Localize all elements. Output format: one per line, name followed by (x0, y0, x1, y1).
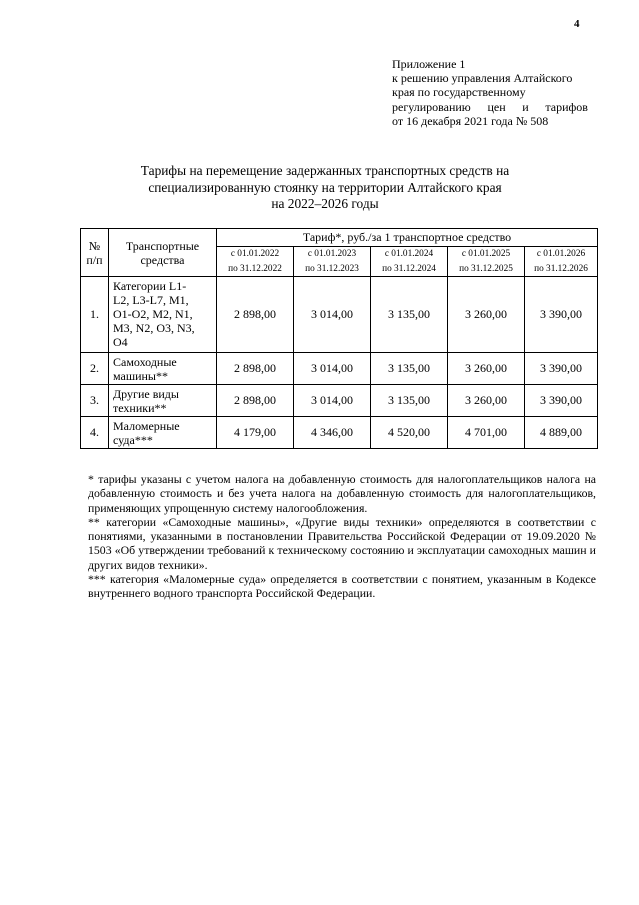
appendix-line: к решению управления Алтайского (392, 71, 573, 86)
row-value: 4 520,00 (371, 417, 448, 449)
table-row (81, 385, 598, 417)
row-value: 3 390,00 (525, 277, 598, 353)
row-vehicle: Категории L1- L2, L3-L7, M1, O1-O2, M2, N1, M3, N2, O3, N3, O4 (109, 277, 217, 353)
row-value: 3 390,00 (525, 353, 598, 385)
row-value: 3 135,00 (371, 353, 448, 385)
row-value: 2 898,00 (217, 277, 294, 353)
row-vehicle: Другие виды техники** (109, 385, 217, 417)
appendix-word: и (522, 99, 529, 114)
title-line: Тарифы на перемещение задержанных транспортных средств на (140, 163, 510, 178)
header-tariff: Тариф*, руб./за 1 транспортное средство (217, 229, 598, 247)
row-value: 4 889,00 (525, 417, 598, 449)
appendix-word: цен (487, 99, 506, 114)
row-number: 1. (81, 277, 109, 353)
tariff-table (80, 228, 598, 449)
row-value: 3 135,00 (371, 385, 448, 417)
row-number: 2. (81, 353, 109, 385)
appendix-block (392, 57, 588, 128)
row-value: 2 898,00 (217, 385, 294, 417)
row-value: 3 014,00 (294, 277, 371, 353)
row-value: 3 260,00 (448, 353, 525, 385)
appendix-line: Приложение 1 (392, 57, 466, 71)
appendix-word: тарифов (545, 99, 588, 114)
row-value: 3 260,00 (448, 385, 525, 417)
header-number: № п/п (81, 229, 109, 277)
title-line: специализированную стоянку на территории Алтайского края (148, 179, 502, 195)
row-value: 3 014,00 (294, 353, 371, 385)
header-period: с 01.01.2023 по 31.12.2023 (294, 247, 371, 277)
table-row (81, 353, 598, 385)
header-period: с 01.01.2026 по 31.12.2026 (525, 247, 598, 277)
row-value: 2 898,00 (217, 353, 294, 385)
appendix-line: от 16 декабря 2021 года № 508 (392, 113, 549, 128)
header-period: с 01.01.2025 по 31.12.2025 (448, 247, 525, 277)
row-vehicle: Самоходные машины** (109, 353, 217, 385)
table-row (81, 277, 598, 353)
row-value: 4 179,00 (217, 417, 294, 449)
header-vehicle: Транспортные средства (109, 229, 217, 277)
row-value: 3 135,00 (371, 277, 448, 353)
footnotes (88, 472, 596, 601)
appendix-line: края по государственному (392, 85, 526, 100)
appendix-word: регулированию (392, 99, 471, 114)
title-line: на 2022–2026 годы (271, 196, 379, 211)
header-period: с 01.01.2022 по 31.12.2022 (217, 247, 294, 277)
page-number: 4 (574, 18, 580, 30)
footnote: * тарифы указаны с учетом налога на добавленную стоимость для налогоплательщиков налога на добавленную стоимость и без учета налога на добавленную стоимость для налогоплательщиков, применяющих упрощенную систему налогообложения. (88, 472, 596, 515)
row-value: 3 260,00 (448, 277, 525, 353)
header-period: с 01.01.2024 по 31.12.2024 (371, 247, 448, 277)
document-title (100, 163, 550, 213)
table-row (81, 417, 598, 449)
row-number: 4. (81, 417, 109, 449)
row-number: 3. (81, 385, 109, 417)
row-value: 4 701,00 (448, 417, 525, 449)
row-vehicle: Маломерные суда*** (109, 417, 217, 449)
row-value: 3 390,00 (525, 385, 598, 417)
row-value: 3 014,00 (294, 385, 371, 417)
footnote: *** категория «Маломерные суда» определяется в соответствии с понятием, указанным в Кодексе внутреннего водного транспорта Российской Федерации. (88, 572, 596, 601)
appendix-line-justified (392, 100, 588, 114)
footnote: ** категории «Самоходные машины», «Другие виды техники» определяются в соответствии с понятиями, указанными в постановлении Правительства Российской Федерации от 19.09.2020 № 1503 «Об утверждении требований к техническому состоянию и эксплуатации самоходных машин и других видов техники». (88, 514, 596, 572)
row-value: 4 346,00 (294, 417, 371, 449)
